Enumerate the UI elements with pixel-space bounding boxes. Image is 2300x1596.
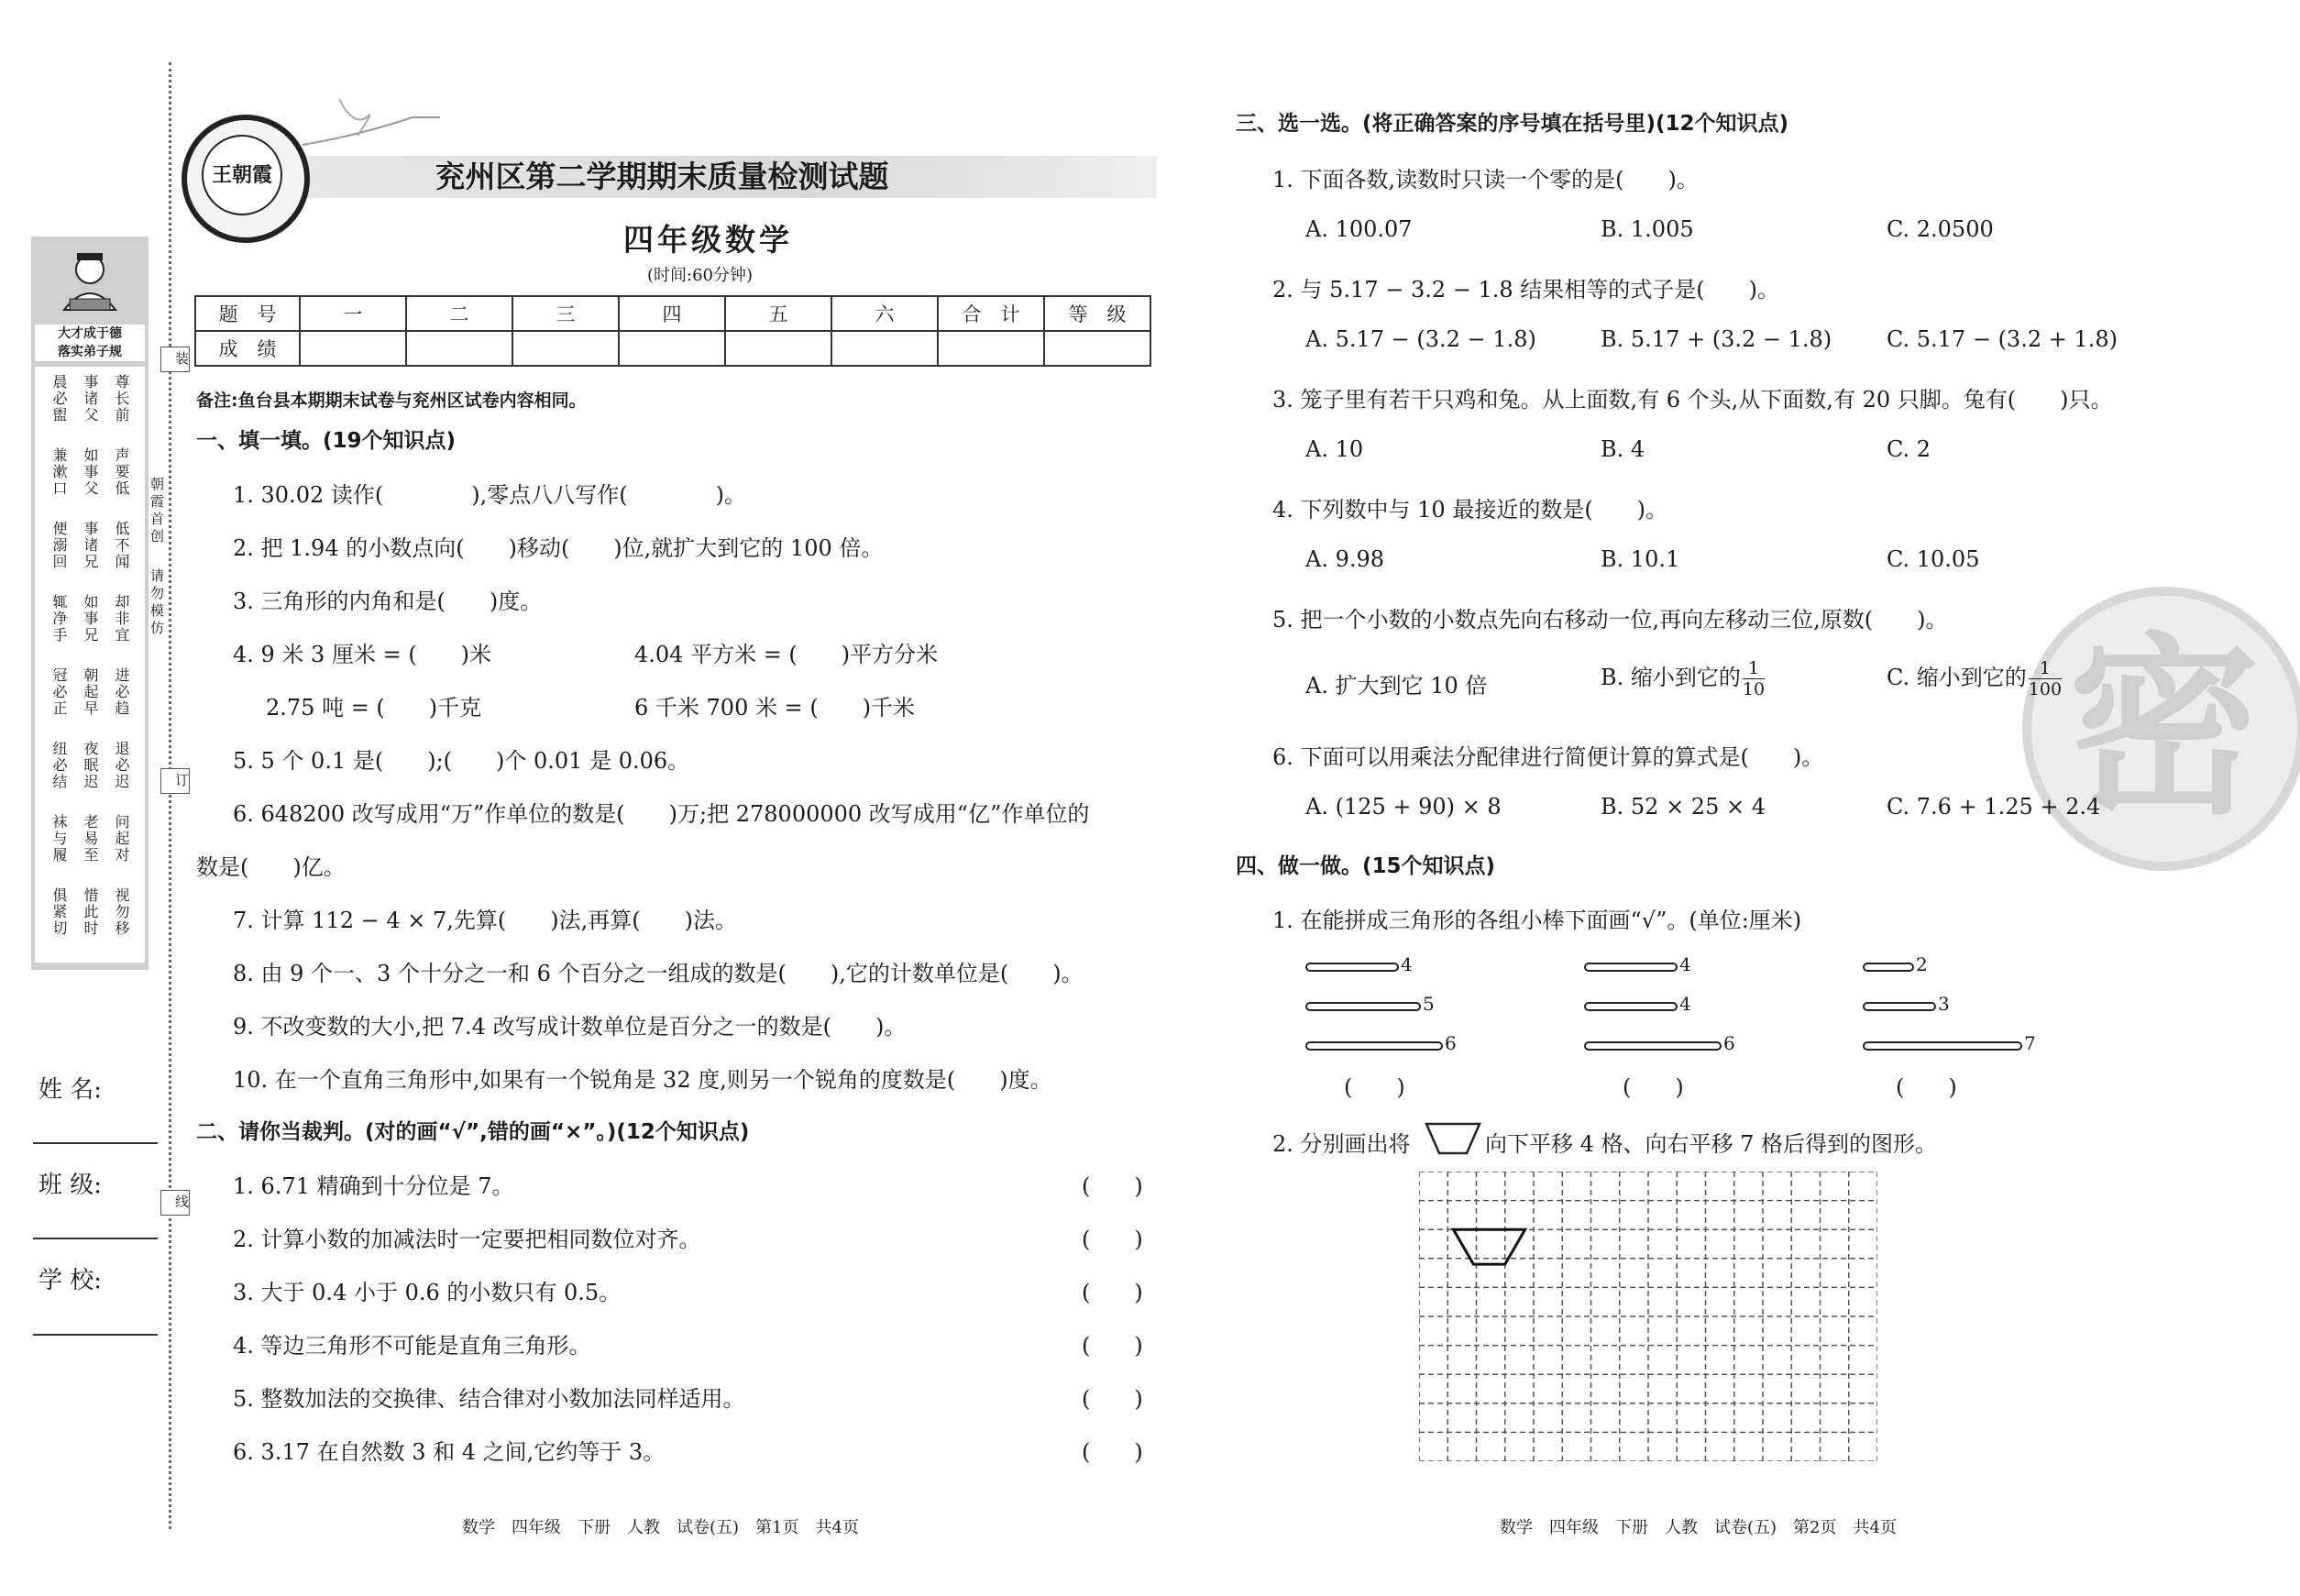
sidebar-couplet: 老易至	[82, 814, 99, 864]
stick-length-label: 5	[1423, 993, 1435, 1015]
s3-q6-opt-a[interactable]: A. (125 + 90) × 8	[1305, 794, 1502, 820]
s2-item: 3. 大于 0.4 小于 0.6 的小数只有 0.5。	[233, 1280, 622, 1305]
fraction-numerator: 1	[1743, 658, 1765, 679]
stick-length-label: 6	[1445, 1032, 1457, 1054]
sidebar-couplet: 辄净手	[50, 594, 68, 644]
exam-title: 兖州区第二学期期末质量检测试题	[435, 159, 889, 194]
s1-q3: 3. 三角形的内角和是( )度。	[233, 589, 543, 614]
sidebar-motto-1: 大才成于德	[58, 326, 122, 341]
binding-dotted-line	[169, 62, 171, 1529]
s2-item: 4. 等边三角形不可能是直角三角形。	[233, 1333, 591, 1359]
sidebar-couplet: 却非宜	[113, 594, 130, 644]
footer-page-1: 数学 四年级 下册 人教 试卷(五) 第1页 共4页	[462, 1518, 859, 1537]
fraction-denominator: 100	[2028, 679, 2063, 699]
sidebar-couplets	[35, 367, 145, 963]
s2-answer-paren[interactable]: ( )	[1082, 1227, 1143, 1252]
s3-q4-opt-c[interactable]: C. 10.05	[1887, 546, 1980, 572]
score-cell[interactable]	[1044, 331, 1150, 366]
score-header-cell: 五	[725, 296, 831, 331]
sidebar-couplet: 兼漱口	[50, 447, 68, 497]
stick-length-label: 3	[1938, 993, 1950, 1015]
score-row-label: 成 绩	[195, 331, 300, 366]
s2-answer-paren[interactable]: ( )	[1082, 1386, 1143, 1412]
s1-q4c: 2.75 吨 = ( )千克	[266, 695, 482, 721]
s3-q2: 2. 与 5.17 − 3.2 − 1.8 结果相等的式子是( )。	[1272, 277, 1780, 303]
score-table	[194, 295, 1151, 367]
score-header-cell: 三	[512, 296, 619, 331]
name-line[interactable]	[33, 1142, 158, 1144]
s3-q2-opt-a[interactable]: A. 5.17 − (3.2 − 1.8)	[1305, 326, 1536, 352]
score-header-cell: 合 计	[938, 296, 1044, 331]
stick	[1305, 1041, 1443, 1051]
score-header-cell: 一	[300, 296, 406, 331]
stick	[1863, 963, 1914, 972]
fraction-one-tenth	[1743, 658, 1765, 699]
stick	[1584, 963, 1678, 972]
s4-group-paren[interactable]: ( )	[1623, 1074, 1684, 1100]
sidebar-couplet: 事诸兄	[82, 521, 99, 570]
sidebar-couplet: 进必趋	[113, 667, 130, 717]
s3-q3-opt-c[interactable]: C. 2	[1887, 436, 1931, 462]
fraction-one-hundredth	[2029, 658, 2062, 699]
sidebar-motto-2: 落实弟子规	[58, 345, 122, 359]
sidebar-couplet: 便溺回	[50, 521, 68, 570]
stick	[1584, 1041, 1722, 1051]
s2-item: 2. 计算小数的加减法时一定要把相同数位对齐。	[233, 1227, 701, 1252]
sidebar-couplet: 声要低	[113, 447, 130, 497]
stick-length-label: 6	[1723, 1032, 1735, 1054]
sidebar-panel	[31, 237, 149, 970]
exam-note: 备注:鱼台县本期期末试卷与兖州区试卷内容相同。	[196, 391, 587, 411]
s2-answer-paren[interactable]: ( )	[1082, 1173, 1143, 1199]
s2-answer-paren[interactable]: ( )	[1082, 1439, 1143, 1465]
confidential-stamp	[2022, 587, 2300, 871]
sidebar-couplet: 袜与履	[50, 814, 68, 864]
fraction-denominator: 10	[1742, 679, 1766, 699]
s1-q1: 1. 30.02 读作( ),零点八八写作( )。	[233, 482, 746, 508]
score-cell[interactable]	[725, 331, 831, 366]
bind-box-bot: 线	[160, 1190, 190, 1216]
title-banner	[286, 156, 1157, 198]
s1-q8: 8. 由 9 个一、3 个十分之一和 6 个百分之一组成的数是( ),它的计数单位是( )。	[233, 961, 1084, 986]
s4-group-paren[interactable]: ( )	[1344, 1074, 1405, 1100]
s3-q4-opt-b[interactable]: B. 10.1	[1601, 546, 1680, 572]
s1-q4a: 4. 9 米 3 厘米 = ( )米	[233, 642, 492, 667]
s1-q5: 5. 5 个 0.1 是( );( )个 0.01 是 0.06。	[233, 748, 690, 774]
section2-title: 二、请你当裁判。(对的画“√”,错的画“×”。)(12个知识点)	[196, 1120, 750, 1144]
school-label: 学 校:	[39, 1267, 103, 1294]
score-cell[interactable]	[300, 331, 406, 366]
score-cell[interactable]	[406, 331, 512, 366]
s3-q5-opt-b[interactable]	[1601, 658, 1766, 699]
class-line[interactable]	[33, 1238, 158, 1239]
score-header-cell: 题 号	[195, 296, 300, 331]
footer-page-2: 数学 四年级 下册 人教 试卷(五) 第2页 共4页	[1500, 1518, 1897, 1537]
s3-q1-opt-a[interactable]: A. 100.07	[1305, 216, 1413, 242]
s1-q4b: 4.04 平方米 = ( )平方分米	[634, 642, 939, 667]
stick-length-label: 4	[1679, 953, 1691, 975]
s3-q5-opt-c[interactable]	[1887, 658, 2063, 699]
s3-q6-opt-c[interactable]: C. 7.6 + 1.25 + 2.4	[1887, 794, 2101, 820]
s3-q3-opt-a[interactable]: A. 10	[1305, 436, 1364, 462]
score-header-cell: 等 级	[1044, 296, 1150, 331]
s3-q5-opt-c-text: C. 缩小到它的	[1887, 665, 2027, 690]
stick	[1305, 1002, 1421, 1011]
section4-title: 四、做一做。(15个知识点)	[1236, 854, 1496, 878]
copyright-note-1: 朝霞首创	[149, 477, 165, 546]
s3-q1-opt-b[interactable]: B. 1.005	[1601, 216, 1694, 242]
subject-title: 四年级数学	[623, 222, 793, 258]
sidebar-couplet: 俱紧切	[50, 887, 68, 937]
sidebar-couplet: 退必迟	[113, 741, 130, 790]
class-label: 班 级:	[39, 1172, 103, 1199]
sidebar-couplet: 晨必盥	[50, 374, 68, 424]
s1-q6a: 6. 648200 改写成用“万”作单位的数是( )万;把 278000000 改写成用“亿”作单位的	[233, 801, 1090, 827]
name-label: 姓 名:	[39, 1076, 103, 1104]
scholar-figure-icon	[51, 246, 128, 321]
sidebar-couplet: 尊长前	[113, 374, 130, 424]
s3-q1-opt-c[interactable]: C. 2.0500	[1887, 216, 1994, 242]
stick	[1305, 963, 1399, 972]
sidebar-couplet: 视勿移	[113, 887, 130, 937]
section3-title: 三、选一选。(将正确答案的序号填在括号里)(12个知识点)	[1236, 112, 1789, 136]
s2-answer-paren[interactable]: ( )	[1082, 1333, 1143, 1359]
publisher-logo	[182, 115, 310, 243]
s3-q6: 6. 下面可以用乘法分配律进行简便计算的算式是( )。	[1272, 744, 1824, 770]
fraction-numerator: 1	[2029, 658, 2062, 679]
s1-q9: 9. 不改变数的大小,把 7.4 改写成计数单位是百分之一的数是( )。	[233, 1014, 907, 1040]
sidebar-couplet: 低不闻	[113, 521, 130, 570]
sidebar-couplet: 问起对	[113, 814, 130, 864]
stamp-character: 密	[2067, 616, 2261, 841]
s3-q5-opt-b-text: B. 缩小到它的	[1601, 665, 1741, 690]
score-header-cell: 六	[831, 296, 938, 331]
stick-length-label: 4	[1679, 993, 1691, 1015]
s4-q1: 1. 在能拼成三角形的各组小棒下面画“√”。(单位:厘米)	[1272, 908, 1802, 933]
score-cell[interactable]	[831, 331, 938, 366]
copyright-note-2: 请勿模仿	[149, 568, 165, 638]
s2-answer-paren[interactable]: ( )	[1082, 1280, 1143, 1305]
s3-q5: 5. 把一个小数的小数点先向右移动一位,再向左移动三位,原数( )。	[1272, 607, 1948, 633]
s3-q4: 4. 下列数中与 10 最接近的数是( )。	[1272, 497, 1668, 523]
s1-q7: 7. 计算 112 − 4 × 7,先算( )法,再算( )法。	[233, 908, 737, 933]
s1-q4d: 6 千米 700 米 = ( )千米	[634, 695, 916, 721]
score-cell[interactable]	[619, 331, 725, 366]
sidebar-couplet: 冠必正	[50, 667, 68, 717]
score-header-cell: 二	[406, 296, 512, 331]
s3-q2-opt-b[interactable]: B. 5.17 + (3.2 − 1.8)	[1601, 326, 1832, 352]
sidebar-couplet: 纽必结	[50, 741, 68, 790]
school-line[interactable]	[33, 1334, 158, 1336]
stick-length-label: 4	[1401, 953, 1413, 975]
s3-q5-opt-a[interactable]: A. 扩大到它 10 倍	[1305, 673, 1488, 699]
sidebar-couplet: 事诸父	[82, 374, 99, 424]
score-cell[interactable]	[938, 331, 1044, 366]
s2-item: 6. 3.17 在自然数 3 和 4 之间,它约等于 3。	[233, 1439, 666, 1465]
bind-box-top: 装	[160, 347, 190, 372]
s4-q2-post: 向下平移 4 格、向右平移 7 格后得到的图形。	[1485, 1131, 1938, 1157]
sidebar-couplet: 朝起早	[82, 667, 99, 717]
stick	[1584, 1002, 1678, 1011]
sidebar-couplet: 如事父	[82, 447, 99, 497]
sidebar-couplet: 夜眠迟	[82, 741, 99, 790]
bind-box-mid: 订	[160, 768, 190, 794]
s3-q2-opt-c[interactable]: C. 5.17 − (3.2 + 1.8)	[1887, 326, 2118, 352]
s4-q2-pre: 2. 分别画出将	[1272, 1131, 1411, 1157]
s1-q2: 2. 把 1.94 的小数点向( )移动( )位,就扩大到它的 100 倍。	[233, 535, 884, 561]
time-note: (时间:60分钟)	[647, 266, 754, 285]
stick	[1863, 1041, 2022, 1051]
score-header-cell: 四	[619, 296, 725, 331]
logo-text: 王朝霞	[202, 135, 282, 215]
stick	[1863, 1002, 1936, 1011]
s2-item: 5. 整数加法的交换律、结合律对小数加法同样适用。	[233, 1386, 745, 1412]
score-cell[interactable]	[512, 331, 619, 366]
s3-q3: 3. 笼子里有若干只鸡和兔。从上面数,有 6 个头,从下面数,有 20 只脚。兔有( )只。	[1272, 387, 2113, 413]
s3-q4-opt-a[interactable]: A. 9.98	[1305, 546, 1385, 572]
stick-length-label: 2	[1916, 953, 1928, 975]
section1-title: 一、填一填。(19个知识点)	[196, 429, 457, 453]
s2-item: 1. 6.71 精确到十分位是 7。	[233, 1173, 514, 1199]
s1-q10: 10. 在一个直角三角形中,如果有一个锐角是 32 度,则另一个锐角的度数是( )度。	[233, 1067, 1052, 1093]
s3-q1: 1. 下面各数,读数时只读一个零的是( )。	[1272, 167, 1699, 193]
s1-q6b: 数是( )亿。	[196, 854, 346, 880]
stick-length-label: 7	[2024, 1032, 2036, 1054]
translation-grid[interactable]	[1419, 1172, 1877, 1461]
ribbon-decoration-icon	[303, 99, 440, 154]
sidebar-couplet: 如事兄	[82, 594, 99, 644]
s3-q3-opt-b[interactable]: B. 4	[1601, 436, 1645, 462]
sidebar-couplet: 惜此时	[82, 887, 99, 937]
trapezoid-icon	[1425, 1120, 1481, 1157]
s3-q6-opt-b[interactable]: B. 52 × 25 × 4	[1601, 794, 1766, 820]
s4-group-paren[interactable]: ( )	[1896, 1074, 1957, 1100]
